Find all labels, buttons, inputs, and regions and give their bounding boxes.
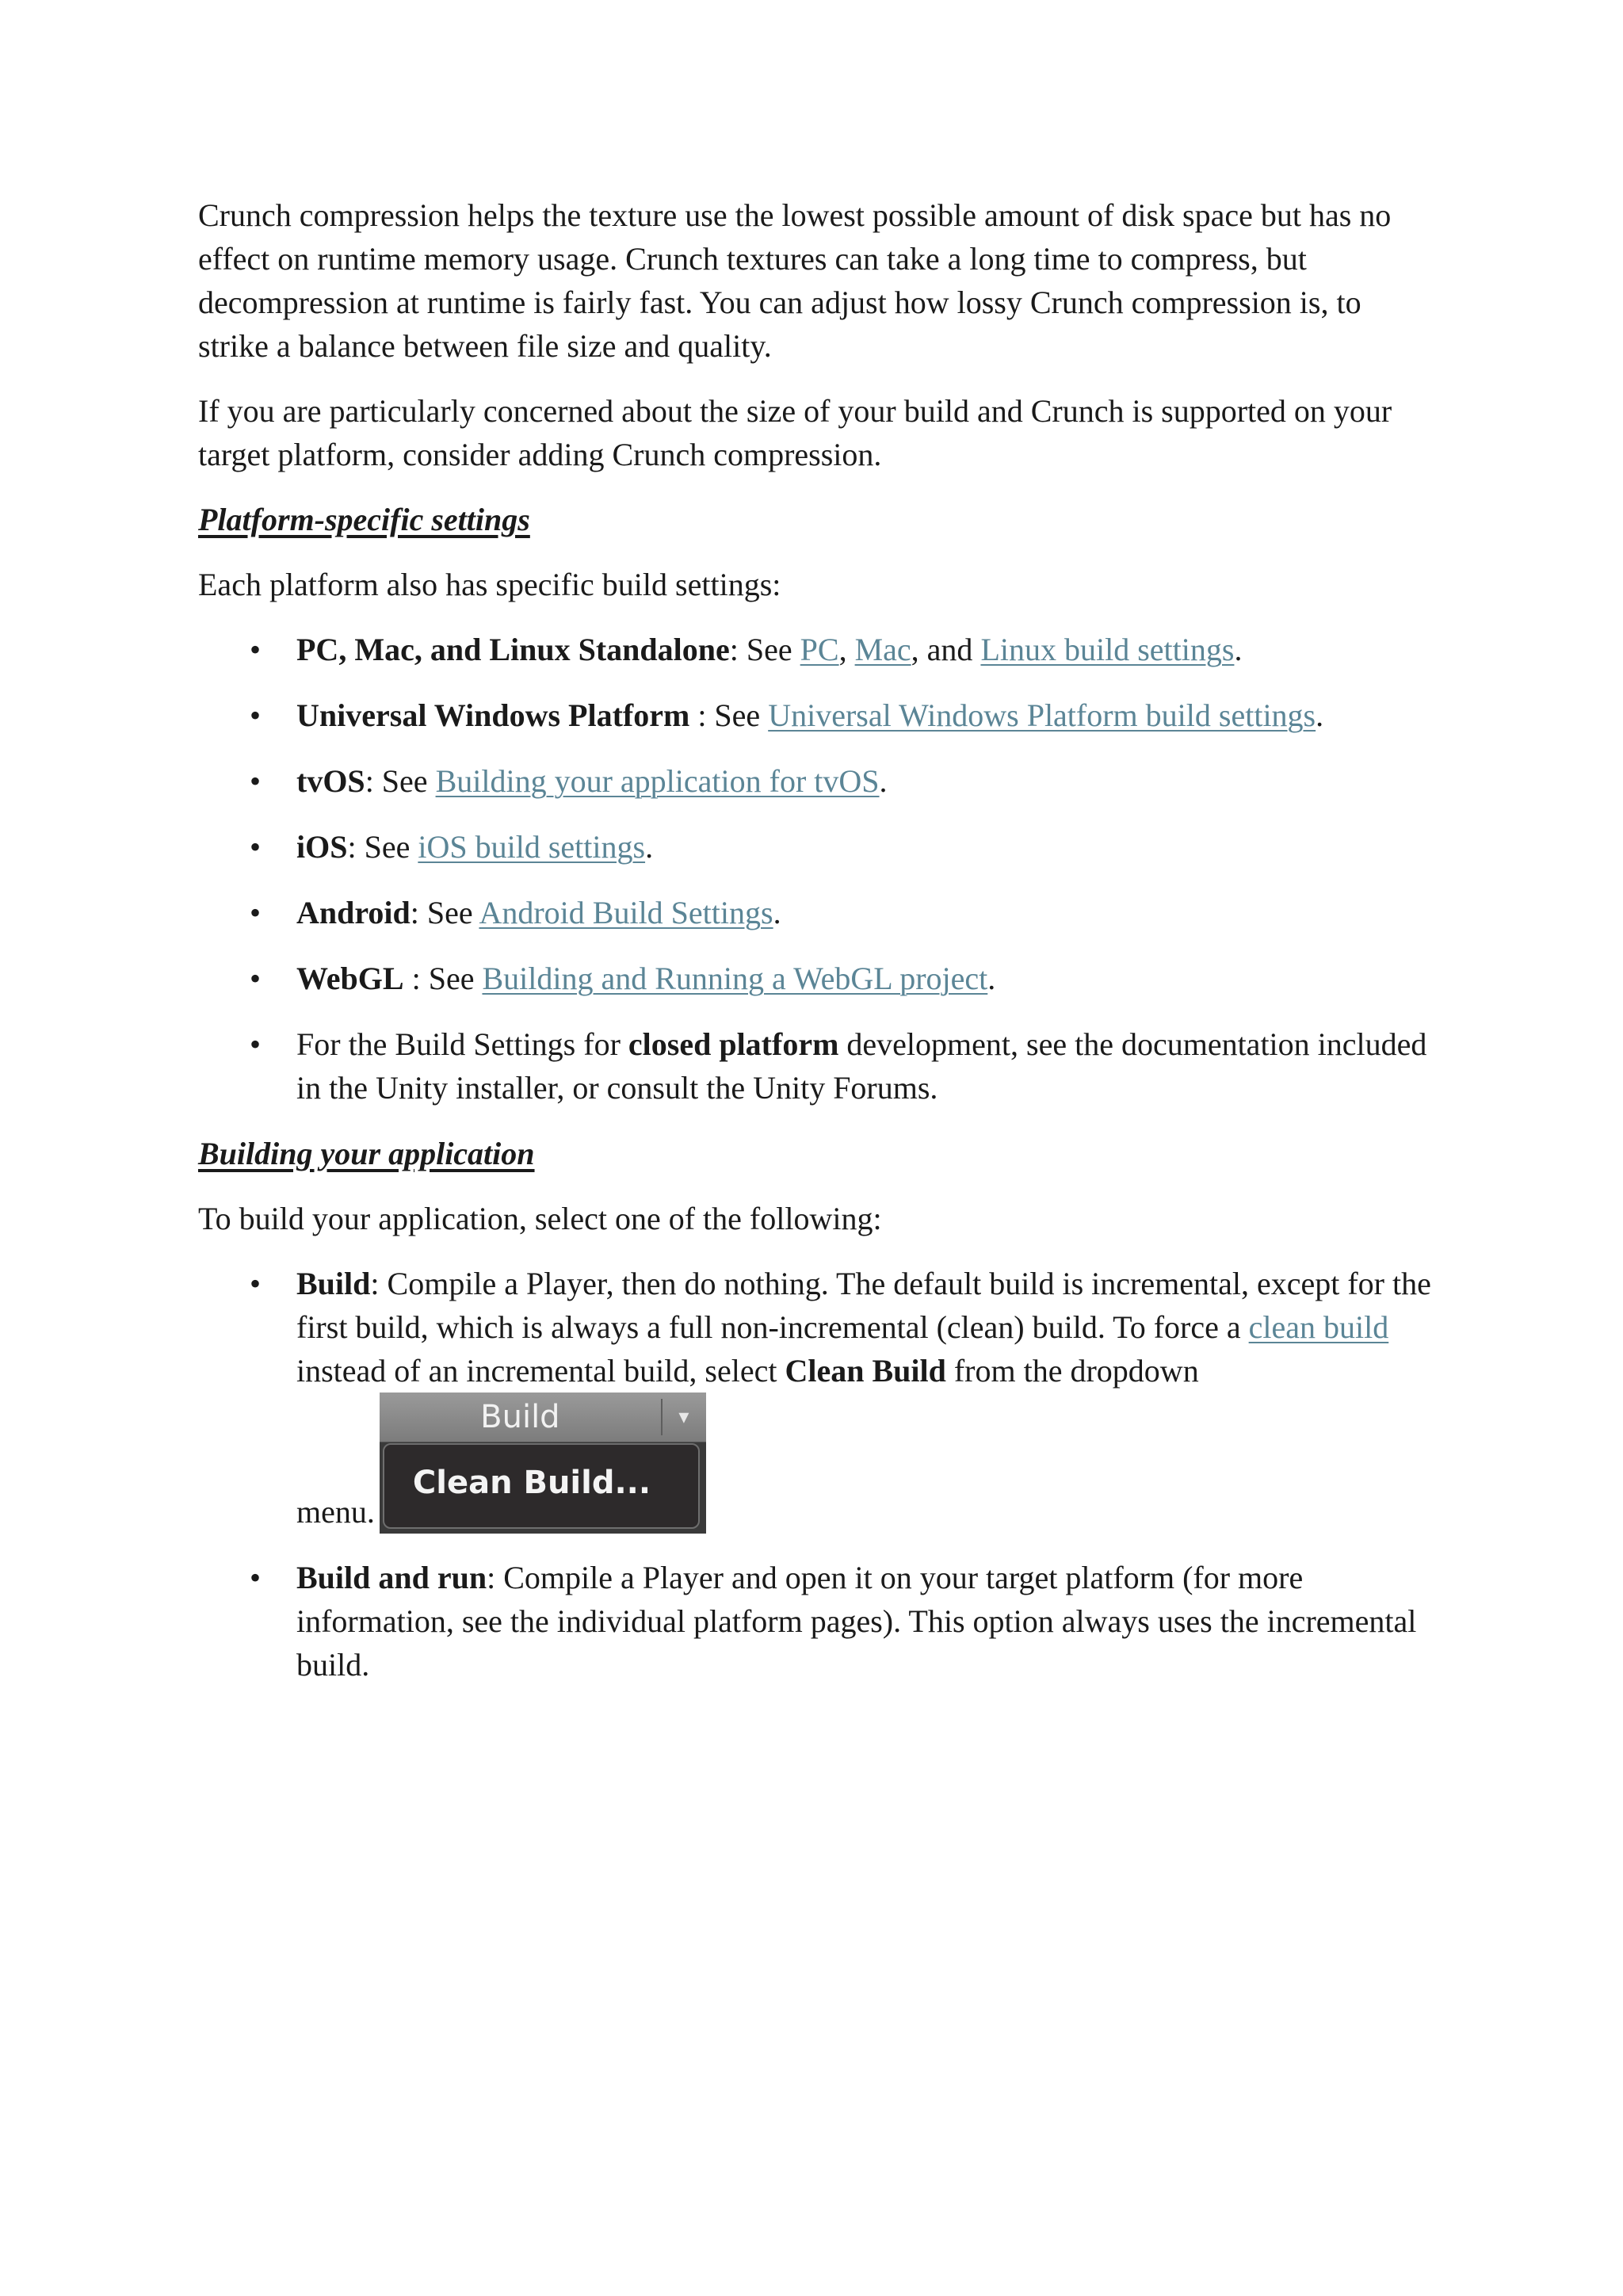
- unity-dropdown-menu: [383, 1443, 700, 1529]
- unity-button-divider: [661, 1399, 663, 1435]
- unity-build-button: [380, 1392, 706, 1442]
- option-name-build-and-run: Build and run: [296, 1560, 487, 1595]
- menu-line: [296, 1392, 1434, 1534]
- list-item-closed-platform: [249, 1022, 1434, 1110]
- dropdown-arrow-icon: ▾: [678, 1405, 689, 1429]
- bullet-glyph: •: [249, 697, 261, 733]
- item-text: : See: [689, 697, 769, 733]
- link-android-build-settings[interactable]: Android Build Settings: [479, 895, 773, 930]
- bullet-glyph: •: [249, 895, 261, 930]
- link-clean-build[interactable]: clean build: [1248, 1309, 1389, 1345]
- item-text: .: [773, 895, 781, 930]
- link-ios-build-settings[interactable]: iOS build settings: [418, 829, 646, 865]
- platform-name: Android: [296, 895, 411, 930]
- menu-word: menu.: [296, 1494, 375, 1530]
- platform-name: iOS: [296, 829, 348, 865]
- platform-name: WebGL: [296, 961, 404, 996]
- list-item-webgl: [249, 957, 1434, 1000]
- list-item-android: [249, 891, 1434, 934]
- item-text: instead of an incremental build, select: [296, 1353, 785, 1389]
- unity-menu-item-clean-build: Clean Build...: [412, 1465, 651, 1501]
- bold-clean-build: Clean Build: [785, 1353, 946, 1389]
- paragraph-crunch-intro: Crunch compression helps the texture use the lowest possible amount of disk space but has no effect on runtime memory usage. Crunch textures can take a long time to compress, but decompression at runtime is fairly fast. You can adjust how lossy Crunch compression is, to strike a balance between file size and quality.: [198, 197, 1392, 364]
- document-page: [198, 193, 1434, 1709]
- item-text: : Compile a Player and open it on your target platform (for more information, see the individual platform pages). This option always uses the incremental build.: [296, 1560, 1417, 1683]
- paragraph-platform-intro: Each platform also has specific build settings:: [198, 567, 781, 602]
- item-text: .: [987, 961, 996, 996]
- build-options-list: [198, 1262, 1434, 1687]
- link-webgl-project[interactable]: Building and Running a WebGL project: [482, 961, 988, 996]
- list-item-tvos: [249, 759, 1434, 803]
- link-mac[interactable]: Mac: [854, 632, 911, 667]
- bullet-glyph: •: [249, 829, 261, 865]
- item-text: from the dropdown: [945, 1353, 1199, 1389]
- unity-build-dropdown-screenshot: [380, 1392, 706, 1534]
- heading-building-your-application: Building your application: [198, 1136, 535, 1171]
- paragraph-building-intro: To build your application, select one of the following:: [198, 1201, 882, 1236]
- unity-build-button-label: Build: [480, 1399, 560, 1435]
- item-text: : See: [729, 632, 800, 667]
- item-text: .: [1316, 697, 1324, 733]
- heading-platform-specific-settings: Platform-specific settings: [198, 502, 530, 537]
- list-item-standalone: [249, 628, 1434, 671]
- item-text: : See: [410, 895, 479, 930]
- list-item-build: [249, 1262, 1434, 1534]
- bold-closed-platform: closed platform: [628, 1026, 839, 1062]
- item-text: .: [879, 763, 888, 799]
- item-text: : See: [403, 961, 483, 996]
- platform-name: tvOS: [296, 763, 365, 799]
- item-text: For the Build Settings for: [296, 1026, 628, 1062]
- item-text: .: [645, 829, 654, 865]
- bullet-glyph: •: [249, 961, 261, 996]
- platform-name: Universal Windows Platform: [296, 697, 690, 733]
- item-text: : See: [347, 829, 418, 865]
- platform-list: [198, 628, 1434, 1110]
- bullet-glyph: •: [249, 632, 261, 667]
- bullet-glyph: •: [249, 1266, 261, 1301]
- link-tvos-build[interactable]: Building your application for tvOS: [435, 763, 880, 799]
- link-uwp-build-settings[interactable]: Universal Windows Platform build settings: [768, 697, 1316, 733]
- bullet-glyph: •: [249, 1026, 261, 1062]
- item-text: ,: [838, 632, 855, 667]
- bullet-glyph: •: [249, 1560, 261, 1595]
- link-linux-build-settings[interactable]: Linux build settings: [980, 632, 1235, 667]
- item-text: : See: [365, 763, 436, 799]
- bullet-glyph: •: [249, 763, 261, 799]
- list-item-ios: [249, 825, 1434, 869]
- item-text: .: [1234, 632, 1243, 667]
- option-name-build: Build: [296, 1266, 371, 1301]
- link-pc[interactable]: PC: [800, 632, 839, 667]
- item-text: : Compile a Player, then do nothing. The default build is incremental, except for the first build, which is always a full non-incremental (clean) build. To force a: [296, 1266, 1431, 1345]
- platform-name: PC, Mac, and Linux Standalone: [296, 632, 730, 667]
- list-item-uwp: [249, 693, 1434, 737]
- paragraph-crunch-advice: If you are particularly concerned about the size of your build and Crunch is supported on your target platform, consider adding Crunch compression.: [198, 393, 1392, 472]
- list-item-build-and-run: [249, 1556, 1434, 1687]
- item-text: development, see the documentation included in the Unity installer, or consult the Unity Forums.: [296, 1026, 1427, 1106]
- item-text: , and: [911, 632, 981, 667]
